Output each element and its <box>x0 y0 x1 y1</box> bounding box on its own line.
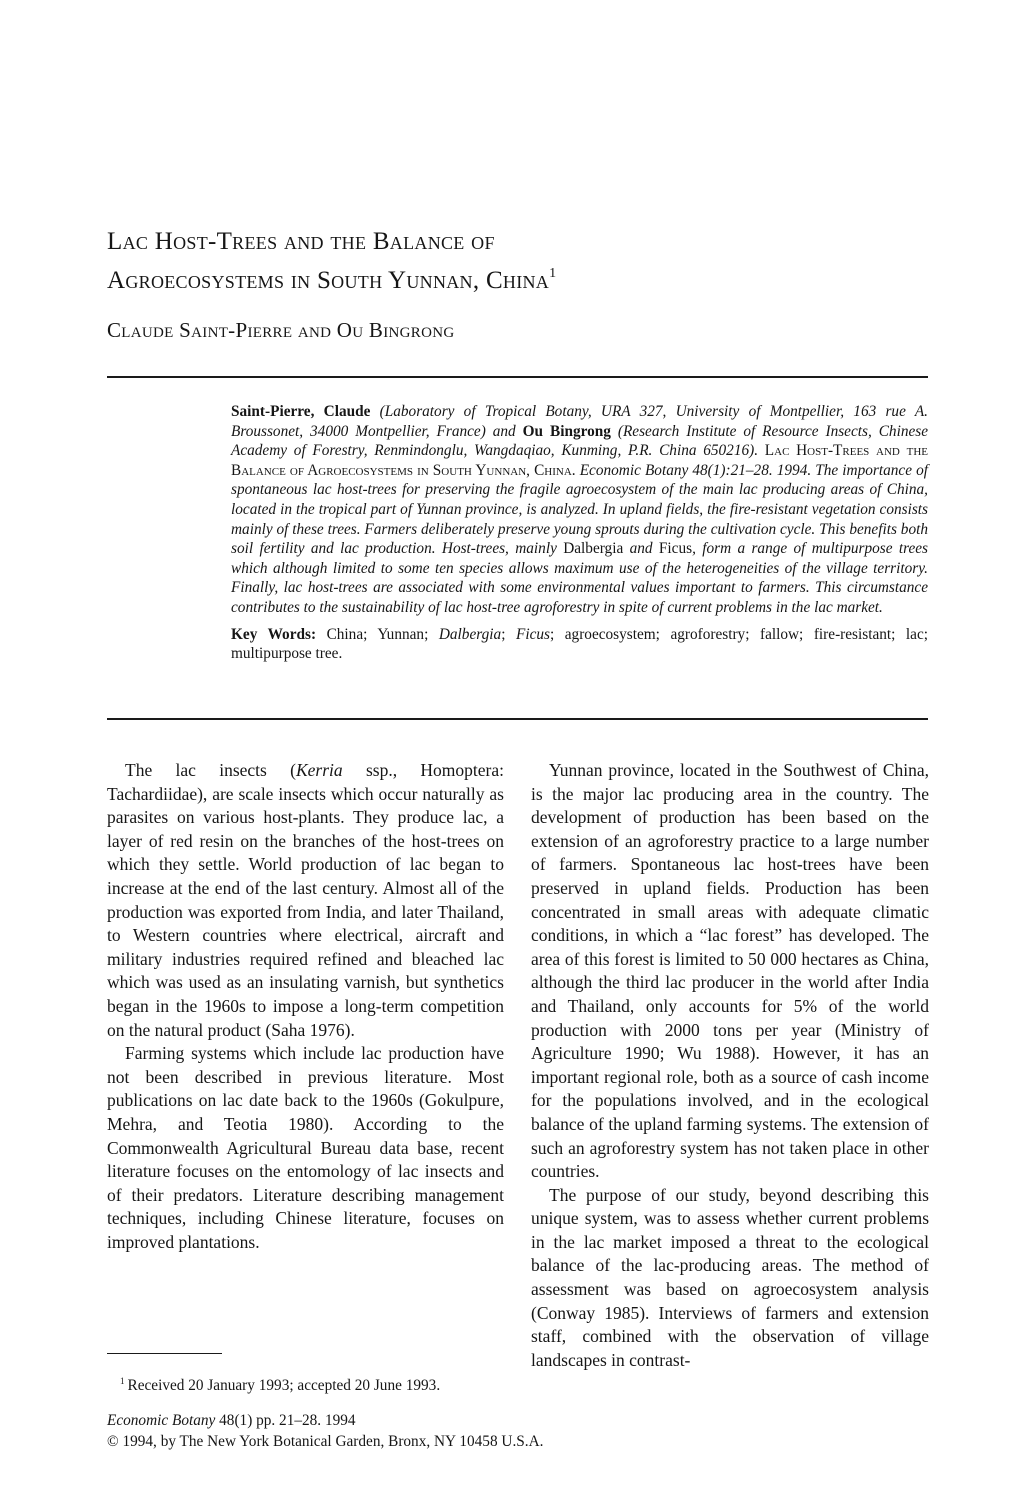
p1-genus-kerria: Kerria <box>295 760 343 780</box>
abstract-text <box>231 402 928 618</box>
footnote <box>120 1371 512 1396</box>
abstract-genus-ficus: Ficus <box>658 540 693 558</box>
footnote-marker: 1 <box>120 1376 125 1386</box>
title-line-1: Lac Host-Trees and the Balance of <box>107 228 495 255</box>
abstract-block <box>231 402 928 664</box>
abstract-author-1: Saint-Pierre, Claude <box>231 403 371 420</box>
abstract-genus-dalbergia: Dalbergia <box>563 540 624 558</box>
footnote-text: Received 20 January 1993; accepted 20 June 1993. <box>127 1377 441 1394</box>
keyword-ficus: Ficus <box>515 625 550 643</box>
journal-issue: 48(1) pp. 21–28. 1994 <box>215 1412 356 1429</box>
body-column-left <box>107 759 504 1254</box>
keyword-dalbergia: Dalbergia <box>438 625 502 643</box>
abstract-title-repeat: Lac Host-Trees and the Balance of Agroecosystems in South Yunnan, China. <box>231 442 928 479</box>
p1-start: The lac insects ( <box>125 760 296 780</box>
body-paragraph-4: The purpose of our study, beyond describing this unique system, was to assess whether current problems in the lac market imposed a threat to the ecological balance of the lac-producing areas. The method of assessment was based on agroecosystem analysis (Conway 1985). Interviews of farmers and extension staff, combined with the observation of village landscapes in contrast- <box>531 1184 929 1370</box>
top-divider <box>107 376 928 378</box>
copyright-line: © 1994, by The New York Botanical Garden, Bronx, NY 10458 U.S.A. <box>107 1433 544 1450</box>
body-column-right <box>531 759 929 1372</box>
title-footnote-marker: 1 <box>549 266 557 281</box>
footnote-divider <box>107 1353 222 1354</box>
body-paragraph-1 <box>107 759 504 1042</box>
body-paragraph-3: Yunnan province, located in the Southwest of China, is the major lac producing area in the country. The development of production has been based on the extension of an agroforestry practice to a large number of farmers. Spontaneous lac host-trees have been preserved in upland fields. Production has been concentrated in small areas with adequate climatic conditions, in which a “lac forest” has developed. The area of this forest is limited to 50 000 hectares as China, although the third lac producer in the world after India and Thailand, only accounts for 5% of the world production with 2000 tons per year (Ministry of Agriculture 1990; Wu 1988). However, it has an important regional role, both as a source of cash income for the populations involved, and in the ecological balance of the upland farming systems. The extension of such an agroforestry system has not taken place in other countries. <box>531 760 929 1182</box>
article-authors: Claude Saint-Pierre and Ou Bingrong <box>107 318 455 342</box>
bottom-divider <box>107 718 928 720</box>
keywords-label: Key Words: <box>231 625 317 643</box>
keywords-separator: ; <box>501 625 516 643</box>
abstract-body-2: , form a range of multipurpose trees which although limited to some ten species allows maximum use of the heterogeneities of the village territory. Finally, lac host-trees are associated with some environmental values important to farmers. This circumstance contributes to the sustainability of lac host-tree agroforestry in spite of current problems in the lac market. <box>231 540 929 616</box>
abstract-and: and <box>623 540 659 558</box>
journal-citation <box>107 1411 356 1431</box>
keywords <box>231 625 928 664</box>
keywords-part-1: China; Yunnan; <box>316 625 439 643</box>
abstract-author-2: Ou Bingrong <box>522 422 611 440</box>
keywords-part-2: ; agroecosystem; agroforestry; fallow; fire-resistant; lac; multipurpose tree. <box>231 625 929 663</box>
abstract-affiliation-1: (Laboratory of Tropical Botany, URA 327, University of Montpellier, 163 rue A. Broussonet, 34000 Montpellier, France) and <box>231 403 929 440</box>
title-line-2: Agroecosystems in South Yunnan, China <box>107 267 550 294</box>
article-title <box>107 226 927 297</box>
abstract-body-1: Economic Botany 48(1):21–28. 1994. The importance of spontaneous lac host-trees for preserving the fragile agroecosystem of the main lac producing areas of China, located in the tropical part of Yunnan province, is analyzed. In upland fields, the fire-resistant vegetation consists mainly of these trees. Farmers deliberately preserve young sprouts during the cultivation cycle. This benefits both soil fertility and lac production. Host-trees, mainly <box>231 461 928 558</box>
abstract-affiliation-2: (Research Institute of Resource Insects, Chinese Academy of Forestry, Renmindonglu, Wangdaqiao, Kunming, P.R. China 650216). <box>231 422 929 460</box>
journal-name: Economic Botany <box>107 1412 216 1429</box>
body-paragraph-2: Farming systems which include lac production have not been described in previous literature. Most publications on lac date back to the 1960s (Gokulpure, Mehra, and Teotia 1980). According to the Commonwealth Agricultural Bureau data base, recent literature focuses on the entomology of lac insects and of their predators. Literature describing management techniques, including Chinese literature, focuses on improved plantations. <box>107 1043 504 1252</box>
p1-rest: ssp., Homoptera: Tachardiidae), are scale insects which occur naturally as parasites on various host-plants. They produce lac, a layer of red resin on the branches of the host-trees on which they settle. World production of lac began to increase at the end of the last century. Almost all of the production was exported from India, and later Thailand, to Western countries where electrical, aircraft and military industries required refined and bleached lac which was used as an insulating varnish, but synthetics began in the 1960s to impose a long-term competition on the natural product (Saha 1976). <box>107 760 504 1040</box>
